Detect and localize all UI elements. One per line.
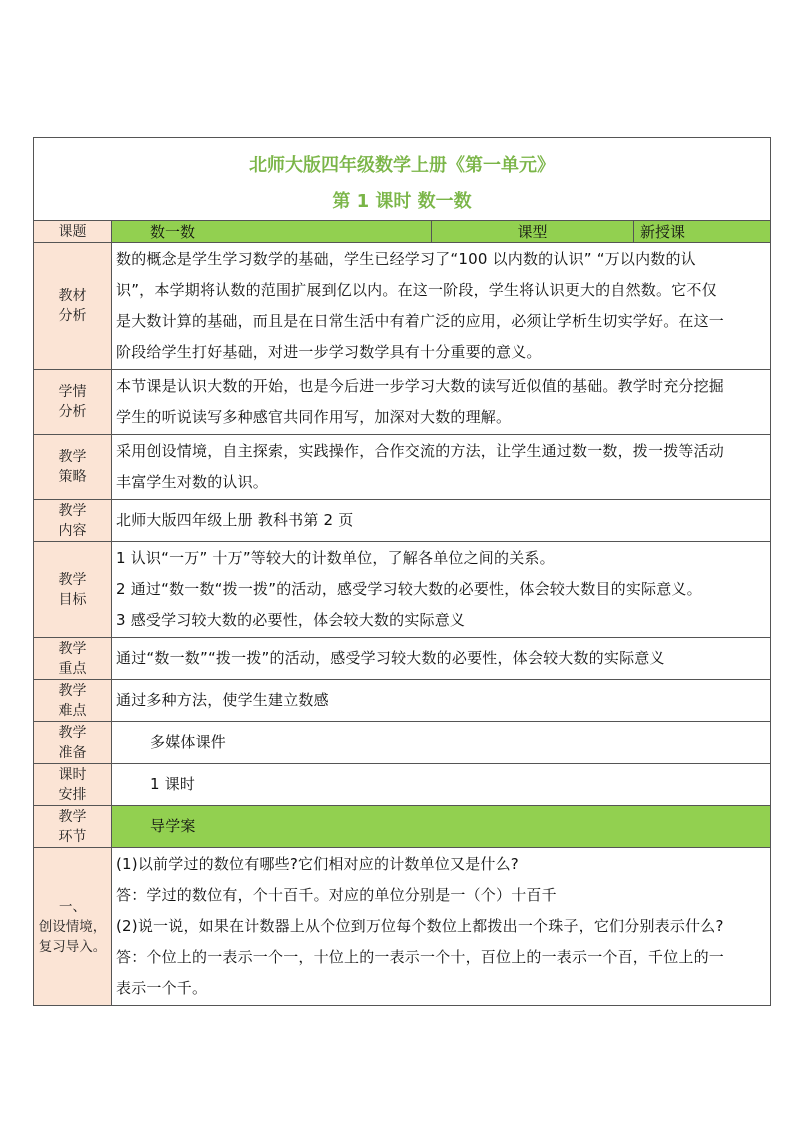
difficulties-label: 教学 难点 [34,680,112,722]
type-value: 新授课 [634,221,771,243]
key-points-text: 通过“数一数”“拨一拨”的活动，感受学习较大数的必要性，体会较大数的实际意义 [112,638,771,680]
learner-analysis-text: 本节课是认识大数的开始，也是今后进一步学习大数的读写近似值的基础。教学时充分挖掘 学生的听说读写多种感官共同作用写，加深对大数的理解。 [112,370,771,435]
preparation-label: 教学 准备 [34,722,112,764]
key-points-label: 教学 重点 [34,638,112,680]
preparation-row [34,722,771,764]
goals-label: 教学 目标 [34,542,112,638]
textbook-analysis-label: 教材 分析 [34,243,112,370]
content-row [34,500,771,542]
lesson-plan-table [33,137,771,1006]
topic-value: 数一数 [112,221,432,243]
content-label: 教学 内容 [34,500,112,542]
title-row [34,138,771,221]
key-points-row [34,638,771,680]
difficulties-text: 通过多种方法，使学生建立数感 [112,680,771,722]
topic-label: 课题 [34,221,112,243]
lesson-plan-sheet [33,137,770,1006]
step-one-row [34,848,771,1006]
topic-row [34,221,771,243]
process-header: 导学案 [112,806,771,848]
step-one-text: (1)以前学过的数位有哪些?它们相对应的计数单位又是什么? 答：学过的数位有，个十百千。对应的单位分别是一（个）十百千 (2)说一说，如果在计数器上从个位到万位每个数位上都拨出一个珠子，它们分别表示什么? 答：个位上的一表示一个一，十位上的一表示一个十，百位上的一表示一个百，千位上的一 表示一个千。 [112,848,771,1006]
process-label: 教学 环节 [34,806,112,848]
learner-analysis-row [34,370,771,435]
strategy-row [34,435,771,500]
schedule-label: 课时 安排 [34,764,112,806]
strategy-label: 教学 策略 [34,435,112,500]
textbook-analysis-text: 数的概念是学生学习数学的基础，学生已经学习了“100 以内数的认识” “万以内数的认 识”，本学期将认数的范围扩展到亿以内。在这一阶段，学生将认识更大的自然数。它不仅 是大数计算的基础，而且是在日常生活中有着广泛的应用，必须让学析生切实学好。在这一 阶段给学生打好基础，对进一步学习数学具有十分重要的意义。 [112,243,771,370]
title-cell [34,138,771,221]
strategy-text: 采用创设情境，自主探索，实践操作，合作交流的方法，让学生通过数一数，拨一拨等活动 丰富学生对数的认识。 [112,435,771,500]
schedule-text: 1 课时 [112,764,771,806]
goals-text: 1 认识“一万” 十万”等较大的计数单位，了解各单位之间的关系。 2 通过“数一数“拨一拨”的活动，感受学习较大数的必要性，体会较大数目的实际意义。 3 感受学习较大数的必要性，体会较大数的实际意义 [112,542,771,638]
textbook-analysis-row [34,243,771,370]
learner-analysis-label: 学情 分析 [34,370,112,435]
step-one-label: 一、 创设情境， 复习导入。 [34,848,112,1006]
goals-row [34,542,771,638]
difficulties-row [34,680,771,722]
preparation-text: 多媒体课件 [112,722,771,764]
process-row [34,806,771,848]
schedule-row [34,764,771,806]
type-label: 课型 [432,221,634,243]
content-text: 北师大版四年级上册 教科书第 2 页 [112,500,771,542]
lesson-title: 第 1 课时 数一数 [332,191,472,212]
document-title: 北师大版四年级数学上册《第一单元》 [249,155,556,176]
